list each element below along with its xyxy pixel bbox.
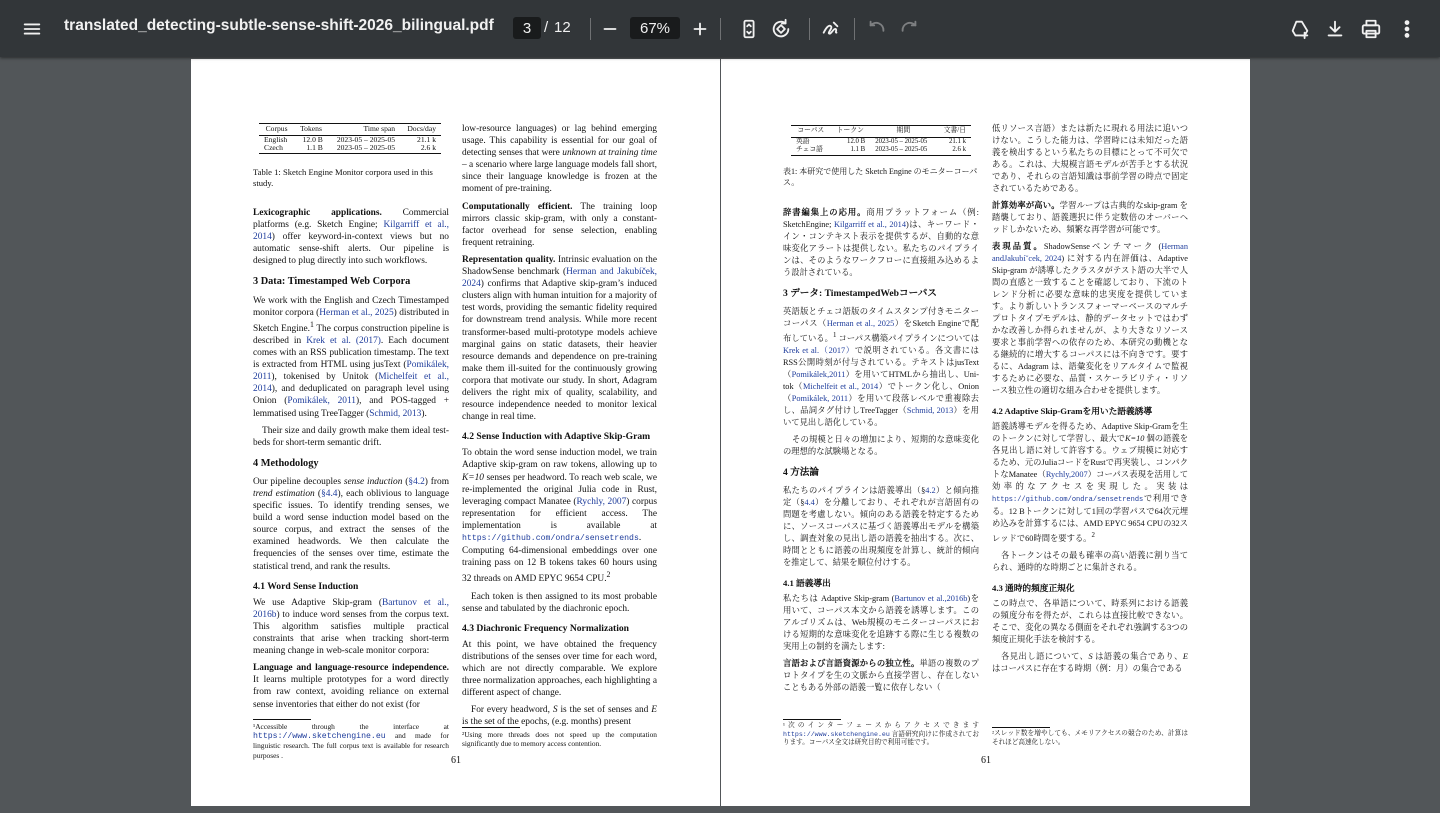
table-cell: 12.0 B [847, 137, 866, 145]
math-text: S [1088, 651, 1093, 661]
pdf-page-japanese [721, 59, 1250, 806]
body-text: To obtain the word sense induction model, we train Adaptive skip-gram on raw tokens, allowing up to [462, 448, 657, 471]
body-text: コーパス構築パイプラインについては [836, 333, 979, 343]
fit-to-page-icon[interactable] [731, 11, 767, 47]
body-text: 学習ループは古典的なskip-gram を踏襲しており、語義選択に伴う定数倍のオーバーヘッドしかないため、頻繁な再学習が可能です。 [992, 201, 1188, 234]
body-text: Their size and daily growth make them ideal test-beds for short-term semantic drift. [253, 425, 449, 448]
body-text: ）を用いてHTMLから抽出し、Uni- tok（ [783, 369, 979, 391]
section-heading: 4 Methodology [253, 457, 319, 469]
body-text: is the set of the epochs, (e.g. months) present [462, 717, 631, 728]
footnote [783, 719, 979, 748]
math-text: E [1182, 651, 1188, 661]
toolbar-divider [720, 18, 721, 40]
body-text: ). [421, 408, 427, 419]
left-column [253, 207, 449, 727]
body-text: Commercial platforms (e.g. Sketch Engine; [253, 208, 450, 231]
citation-link[interactable]: Herman et al., 2025 [319, 307, 394, 318]
body-text: 英語版とチェコ語版のタイムスタンプ付きモニターコーパス（ [783, 307, 979, 328]
table-cell: チェコ語 [796, 146, 823, 153]
footnote-text: ¹Accessible through the interface at [253, 722, 449, 731]
toolbar-divider [854, 18, 855, 40]
subsection-heading: 4.2 Adaptive Skip-Gramを用いた語義誘導 [992, 406, 1153, 416]
right-column [462, 123, 657, 729]
citation-link[interactable]: Schmid, 2013 [369, 408, 422, 419]
drive-add-icon[interactable] [1282, 11, 1318, 47]
table-cell: 2023-05 – 2025-05 [875, 146, 928, 153]
body-text: 各トークンはその最も確率の高い語義に割り当てられ、通時的な時期ごとに集計される。 [992, 550, 1188, 572]
body-text: senses per headword. To reach web scale, we re-implemented the original Julia code in Rust, leveraging compact Manatee ( [462, 472, 657, 507]
repo-url-link[interactable]: https://github.com/ondra/sensetrends [462, 534, 639, 543]
table-cell: Czech [264, 143, 283, 152]
body-text: )を用いて、コーパス本文から語義を誘導します。このアルゴリズムは、Web規模のモニターコーパスにおける短期的な意味変化を追跡する際に生じる複数の実用上の制約を満たします: [783, 593, 979, 651]
table-header: Corpus [259, 124, 294, 136]
document-title: translated_detecting-subtle-sense-shift-2026_bilingual.pdf [64, 17, 494, 34]
minus-icon[interactable] [592, 11, 628, 47]
body-text: The training loop mirrors classic skip-gram, with only a constant-factor overhead for sense selection, enabling frequent retraining. [462, 201, 658, 248]
section-ref-link[interactable]: 4.4 [804, 497, 815, 507]
body-text: low-resource languages) or lag behind emerging usage. This capability is essential for our goal of detecting senses that were [462, 124, 657, 159]
math-text: K=10 [462, 472, 484, 483]
more-vert-icon[interactable] [1389, 11, 1425, 47]
footnote-text: ¹次のインターフェースからアクセスできます [783, 722, 979, 729]
body-text: 私たちのパイプラインは語義導出（§ [783, 485, 926, 495]
citation-link[interactable]: Bartunov et al., 2016b [253, 597, 449, 620]
body-text: 単語の複数のプロトタイプを生の文脈から直接学習し、存在しないこともある外部の語義一覧に依存しない（ [783, 658, 979, 692]
body-text: ) corpus representation for efficient access. The implementation is available at [462, 496, 657, 531]
emphasis-text: unknown at training time [562, 148, 657, 159]
body-text: 各見出し語について、 [1001, 651, 1089, 661]
body-text: この時点で、各単語について、時系列における語義の頻度分布を得たが、これらは直接比較できない。そこで、変化の異なる側面をそれぞれ強調する3つの頻度正規化手法を検討する。 [992, 598, 1188, 644]
citation-link[interactable]: Bartunov et al.,2016b [894, 593, 968, 603]
corpora-table [791, 125, 971, 156]
table-cell: 2.6 k [420, 143, 436, 152]
body-text: はコーパスに存在する時期（例：月）の集合である [992, 663, 1183, 673]
paragraph-heading: Representation quality. [462, 254, 556, 265]
body-text: ) confirms that Adaptive skip-gram’s induced clusters align with human intuition for a majority of test words, providing the semantic fidelity required for downstream trend analysis. While more recent transformer-based multi-prototype models achieve marginal gains on static datasets, their heavier resource demands and dependence on pre-training make them ill-suited for the continuously growing corpora that motivate our study. In short, Adagram delivers the right mix of quality, scalability, and resource independence needed to monitor lexical change in real time. [462, 279, 657, 423]
citation-link[interactable]: Herman et al., 2025 [826, 319, 895, 328]
footnote-url-link[interactable]: https://www.sketchengine.eu [253, 732, 386, 742]
citation-link[interactable]: Michelfeit et al., 2014 [253, 372, 449, 395]
plus-icon[interactable] [682, 11, 718, 47]
section-heading: 3 Data: Timestamped Web Corpora [253, 276, 411, 288]
footnote-text: and made for linguistic research. The full corpus text is available for research purposes . [253, 731, 449, 760]
body-text: It learns multiple prototypes for a word directly from raw context, avoiding reliance on external sense inventories that either do not exist (for [253, 675, 449, 710]
emphasis-text: sense induction [343, 476, 403, 487]
citation-link[interactable]: Kilgarriff et al., 2014 [833, 220, 906, 229]
paragraph-heading: 辞書編集上の応用。 [783, 208, 867, 217]
footnote-url-link[interactable]: https://www.sketchengine.eu [783, 730, 890, 738]
toolbar-divider [590, 18, 591, 40]
body-text: ) に対する内在評価は、Adaptive Skip-gram が誘導したクラスタがテスト語の大半で人間の直感と一致することを確認しており、下流のトレンド分析に必要な意味的忠実度を提供しています。より新しいトランスフォーマーベースのマルチプロトタイプモデルは、静的データセットではわずかな改善しか得られませんが、より大きなリソース要求と事前学習への依存のため、本研究の動機となる継続的に増大するコーパスには不向きです。要するに、Adagram は、語彙変化をリアルタイムで監視するために必要な、品質・スケーラビリティ・リソース独立性の適切な組み合わせを提供します。 [992, 254, 1188, 395]
citation-link[interactable]: Herman and Jakubíček, 2024 [462, 267, 657, 290]
document-viewer[interactable] [0, 57, 1440, 813]
body-text: ）をSketch Engineで配布している。 [783, 319, 979, 343]
citation-link[interactable]: Pomikálek, 2011 [287, 396, 356, 407]
citation-link[interactable]: Pomikálek, 2011 [791, 393, 849, 403]
paragraph-heading: Lexicographic applications. [253, 208, 382, 218]
redo-icon[interactable] [891, 11, 927, 47]
body-text: で説明されている。各文書にはRSS公開時刻が付与されている。テキストはjusText（ [783, 345, 979, 379]
page-separator: / [544, 19, 549, 36]
math-text: K=10 [1124, 434, 1145, 443]
body-text: ( [402, 476, 409, 487]
section-ref-link[interactable]: §4.4 [321, 489, 338, 499]
footnote-marker[interactable]: 2 [1091, 532, 1095, 539]
pen-icon[interactable] [813, 11, 849, 47]
print-icon[interactable] [1353, 11, 1389, 47]
table-cell: 1.1 B [306, 143, 323, 152]
left-column [783, 207, 979, 717]
section-ref-link[interactable]: 4.2 [925, 485, 936, 495]
math-text: E [651, 705, 658, 716]
download-icon[interactable] [1317, 11, 1353, 47]
table-cell: 2.6 k [952, 146, 966, 153]
body-text: ）を用いて段落レベルで重複除去し、品詞タグ付けしTreeTagger（ [783, 393, 979, 415]
footnote-marker[interactable]: 1 [832, 332, 837, 339]
right-column [992, 123, 1188, 723]
table-cell: 英語 [796, 137, 810, 145]
table-cell: 1.1 B [850, 146, 866, 153]
body-text: We use Adaptive Skip-gram ( [253, 597, 383, 608]
body-text: Each token is then assigned to its most probable sense and tabulated by the diachronic epoch. [462, 591, 657, 614]
section-heading: 3 データ: TimestampedWebコーパス [783, 288, 937, 299]
citation-link[interactable]: Kilgarriff et al., 2014 [253, 220, 449, 243]
table-cell: 21.1 k [417, 134, 436, 144]
body-text: その規模と日々の増加により、短期的な意味変化の理想的な試験場となる。 [783, 434, 979, 456]
body-text: . Computing 64-dimensional embeddings over one training pass on 12 B tokens takes 60 hours using 32 threads on AMD EPYC 9654 CPU. [462, 533, 657, 585]
math-text: S [552, 705, 558, 716]
footnote-marker[interactable]: 2 [606, 570, 611, 580]
pdf-toolbar [0, 0, 1440, 57]
table-header: コーパス [791, 126, 830, 138]
table-cell: English [264, 134, 288, 144]
table-cell: 2023-05 – 2025-05 [875, 137, 928, 145]
table-header: Docs/day [400, 124, 441, 136]
subsection-heading: 4.1 Word Sense Induction [253, 580, 359, 592]
body-text: ), each oblivious to language specific issues. To identify trending senses, we build a word sense induction model based on the source corpus, and extract the senses of the examined headwords. We then calculate the frequencies of the senses over time, estimate the statistical trend, and rank the results. [253, 489, 449, 572]
table-cell: 2023-05 – 2025-05 [336, 143, 396, 152]
page-number: 61 [451, 755, 461, 766]
paragraph-heading: 計算効率が高い。 [992, 201, 1060, 210]
body-text: ) from [424, 476, 449, 487]
page-total: 12 [554, 19, 571, 36]
footnote: ²スレッド数を増やしても、メモリアクセスの競合のため、計算はそれほど高速化しない。 [992, 727, 1188, 747]
table-cell: 21.1 k [949, 137, 966, 145]
body-text: 商用プラットフォーム（例: SketchEngine; [783, 208, 979, 229]
body-text: で利用できる。12 Bトークンに対して1回の学習パスで64次元埋め込みを計算するには、AMD EPYC 9654 CPUの32スレッドで60時間を要する。 [992, 494, 1188, 543]
section-ref-link[interactable]: §4.2 [408, 476, 425, 487]
body-text: )は、キーワード・イン・コンテキスト表示を提供するが、自動的な意味変化アラートは提供しない。私たちのパイプラインは、そのようなワークフローに直接組み込めるよう設計されている。 [783, 220, 979, 277]
body-text: is the set of senses and [557, 705, 652, 716]
citation-link[interactable]: Pomikálek, 2011 [253, 360, 449, 383]
body-text: ）を分離しており、それぞれが言語固有の問題を考慮しない。傾向のある語義を特定するために、ソースコーパスに基づく語義導出モデルを構築し、調査対象の見出し語の語義を抽出する。次に、時間とともに語義の出現頻度を計算し、統計的傾向を推定して、結果を順位付けする。 [783, 497, 979, 567]
paragraph-heading: 言語および言語資源からの独立性。 [783, 658, 920, 668]
footnote [253, 719, 449, 760]
body-text: The corpus construction pipeline is described in [253, 323, 449, 346]
table-header: 期間 [870, 126, 936, 138]
pdf-page-english [191, 59, 720, 806]
body-text: We work with the English and Czech Timestamped monitor corpora ( [253, 295, 449, 318]
body-text: 低リソース言語）または新たに現れる用法に追いつけない。こうした能力は、学習時には未知だった語義を検出するという私たちの目標にとって不可欠である。これは、大規模言語モデルが苦手とする状況であり、それらの言語知識は事前学習の時点で固定されているためである。 [992, 124, 1188, 193]
body-text: ）でトークン化し、Onion（ [783, 381, 979, 403]
body-text: ）を用いて見出し語化している。 [783, 405, 979, 427]
subsection-heading: 4.3 通時的頻度正規化 [992, 582, 1075, 593]
table-cell: 12.0 B [302, 134, 323, 144]
citation-link[interactable]: Schmid, 2013 [906, 405, 954, 415]
table-header: 文書/日 [937, 126, 972, 138]
subsection-heading: 4.3 Diachronic Frequency Normalization [462, 622, 629, 634]
page-number-input[interactable]: 3 [513, 17, 541, 39]
citation-link[interactable]: Herman andJakubí˘cek, 2024 [992, 242, 1188, 263]
citation-link[interactable]: Michelfeit et al., 2014 [803, 381, 879, 391]
undo-icon[interactable] [859, 11, 895, 47]
citation-link[interactable]: Rychly,2007 [1045, 470, 1088, 479]
body-text: ）と傾向推定（§ [783, 485, 979, 507]
body-text: At this point, we have obtained the frequency distributions of the senses over time for each word, which are not directly comparable. We explore three normalization approaches, each highlighting a different aspect of change. [462, 639, 657, 699]
body-text: For every headword, [471, 705, 553, 716]
zoom-level-input[interactable]: 67% [630, 17, 680, 39]
paragraph-heading: Computationally efficient. [462, 201, 573, 212]
body-text: ) distributed in Sketch Engine. [253, 307, 450, 334]
body-text: 私たちは Adaptive Skip-gram ( [783, 593, 895, 603]
body-text: ), and deduplicated on paragraph level using Onion ( [253, 384, 449, 407]
rotate-icon[interactable] [763, 11, 799, 47]
citation-link[interactable]: Pomikálek,2011 [791, 369, 846, 379]
footnote-marker[interactable]: 1 [310, 319, 314, 329]
menu-icon[interactable] [14, 11, 50, 47]
section-heading: 4 方法論 [783, 466, 819, 478]
body-text: ShadowSenseベンチマーク ( [1043, 242, 1162, 251]
citation-link[interactable]: Rychly, 2007 [576, 496, 627, 507]
table-cell: 2023-05 – 2025-05 [336, 134, 396, 144]
body-text: . Each document comes with an RSS publication timestamp. The text is extracted from HTML using jusText ( [253, 335, 449, 371]
footnote-text: 言語研究向けに作成されております。コーパス全文は研究目的で利用可能です。 [783, 730, 979, 747]
subsection-heading: 4.1 語義導出 [783, 577, 831, 588]
page-number: 61 [981, 755, 991, 766]
table-header: Tokens [294, 124, 328, 136]
paragraph-heading: Language and language-resource independence. [253, 663, 449, 674]
table-header: Time span [328, 124, 400, 136]
table-header: トークン [830, 126, 870, 138]
body-text: ) to induce word senses from the corpus text. This algorithm satisfies multiple practical constraints that arise when tracking short-term meaning change in web-scale monitor corpora: [253, 609, 449, 657]
paragraph-heading: 表現品質。 [992, 242, 1044, 251]
citation-link[interactable]: Krek et al.（2017） [783, 345, 855, 355]
footnote: ²Using more threads does not speed up the computation significantly due to memory access contention. [462, 727, 657, 748]
toolbar-divider [809, 18, 810, 40]
repo-url-link[interactable]: https://github.com/ondra/sensetrends [992, 496, 1144, 504]
body-text: ）コーパス表現を活用して効率的なアクセスを実現した。実装は [992, 470, 1188, 491]
body-text: は語義の集合であり、 [1092, 651, 1183, 661]
table-caption: Table 1: Sketch Engine Monitor corpora used in this study. [253, 167, 433, 188]
corpora-table [259, 123, 441, 154]
body-text: ), and POS-tagged + lemmatised using TreeTagger ( [253, 396, 449, 419]
table-caption: 表1: 本研究で使用した Sketch Engine のモニターコーパス。 [783, 167, 978, 187]
body-text: ) offer keyword-in-context views but no automatic sense-shift alerts. Our pipeline is designed to plug directly into such workflows. [253, 232, 449, 267]
emphasis-text: trend estimation [253, 489, 315, 499]
body-text: – a scenario where large language models fall short, since their language knowledge is frozen at the moment of pre-training. [462, 160, 657, 195]
body-text: 個の語義を各見出し語に対して許容する。ウェブ規模に対応するため、元のJuliaコードをRustで再実装し、コンパクトなManatee（ [992, 434, 1188, 479]
body-text: ), tokenised by Unitok ( [271, 372, 379, 383]
body-text: Intrinsic evaluation on the ShadowSense benchmark ( [462, 254, 658, 278]
body-text: Our pipeline decouples [253, 476, 344, 487]
citation-link[interactable]: Krek et al. (2017) [306, 335, 381, 346]
body-text: ( [314, 489, 322, 499]
subsection-heading: 4.2 Sense Induction with Adaptive Skip-Gram [462, 431, 651, 443]
body-text: 語義誘導モデルを得るため、Adaptive Skip-Gramを生のトークンに対して学習し、最大で [992, 422, 1188, 443]
